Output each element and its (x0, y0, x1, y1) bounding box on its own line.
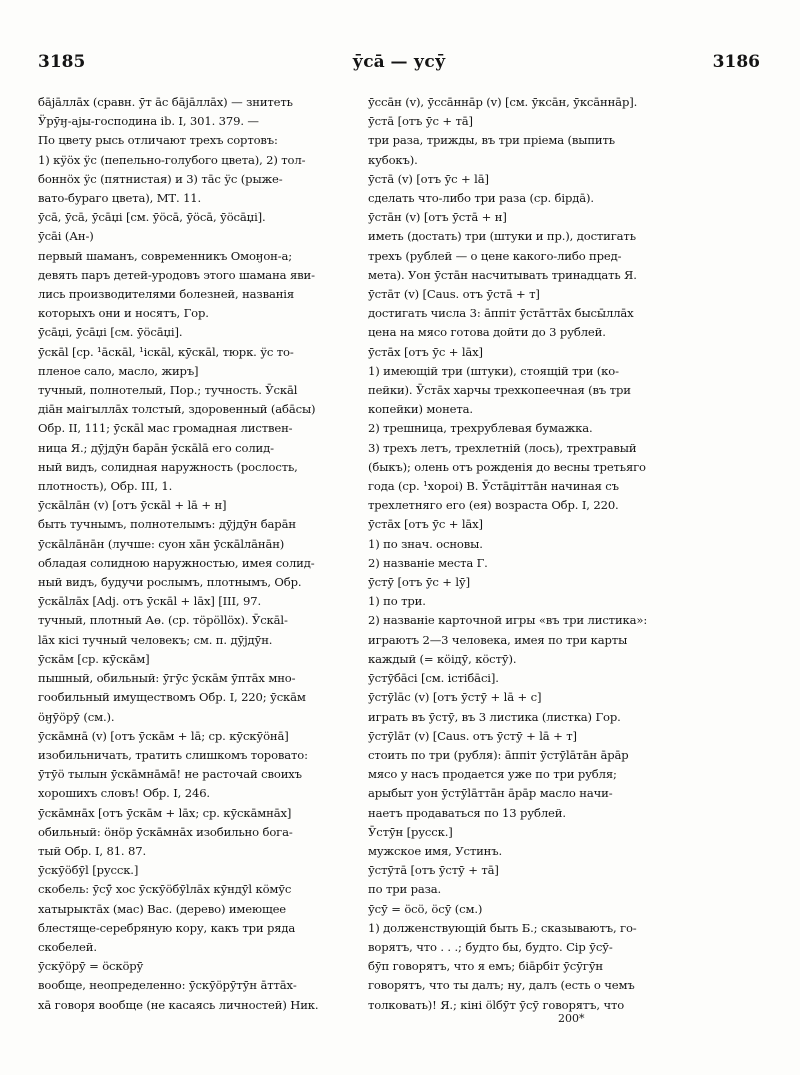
text-line: достигать числа 3: а̄ппіт ӯста̄тта̄х бысы̄лла̄х (368, 306, 634, 321)
text-line: ӯста̄х [отъ ӯс + lа̄х] (368, 344, 483, 359)
text-line: ница Я.; дӯјдӯн бара̄н ӯска̄lа̄ его солид- (38, 440, 274, 455)
text-line: ӯстӯта̄ [отъ ӯстӯ + та̄] (368, 863, 499, 878)
text-line: года (ср. ¹хороі) В. Ӯста̄џітта̄н начиная съ (368, 479, 619, 494)
signature-mark: 200* (558, 1012, 585, 1025)
text-line: сделать что-либо три раза (ср. бірда̄). (368, 191, 594, 206)
text-line: толковать)! Я.; кіні ölбӯт ӯсӯ говорятъ, что (368, 997, 625, 1012)
text-line: наетъ продаваться по 13 рублей. (368, 805, 566, 820)
text-line: ӯса̄, ӯса̄, ӯса̄џі [см. ӯöса̄, ӯöса̄, ӯöса̄џі]. (38, 210, 266, 225)
text-line: ӯстӯlа̄с (v) [отъ ӯстӯ + lа̄ + с] (368, 690, 542, 705)
left-column (38, 93, 368, 1015)
text-line: первый шаманъ, современникъ Омоӈон-а; (38, 248, 293, 263)
text-line: ный видъ, солидная наружность (рослость, (38, 459, 298, 474)
text-line: мета). Уон ӯста̄н насчитывать тринадцать Я. (368, 267, 637, 282)
text-line: которыхъ они и носятъ, Гор. (38, 306, 209, 321)
text-line: ӯстӯба̄сі [см. істіба̄сі]. (368, 671, 499, 686)
text-line: ӯса̄џі, ӯса̄џі [см. ӯöса̄џі]. (38, 325, 183, 340)
text-line: Обр. II, 111; ӯска̄l мас громадная листвен- (38, 421, 293, 436)
text-line: 1) имеющій три (штуки), стоящій три (ко- (368, 363, 619, 378)
text-line: 3) трехъ летъ, трехлетній (лось), трехтравый (368, 440, 637, 455)
text-line: мясо у насъ продается уже по три рубля; (368, 767, 617, 782)
right-column (368, 93, 700, 1015)
text-line: каждый (= кöідӯ, кöстӯ). (368, 651, 517, 666)
text-line: ӯсса̄н (v), ӯсса̄нна̄р (v) [см. ӯкса̄н, ӯкса̄нна̄р]. (368, 95, 638, 109)
text-line: ӯска̄lла̄х [Adj. отъ ӯска̄l + lа̄х] [III, 97. (38, 594, 261, 609)
text-line: хатырыкта̄х (мас) Вас. (дерево) имеющее (38, 901, 287, 916)
text-line: изобильничать, тратить слишкомъ торовато: (38, 747, 308, 762)
text-line: копейки) монета. (368, 402, 473, 417)
text-line: ӯстӯlа̄т (v) [Caus. отъ ӯстӯ + lа̄ + т] (368, 728, 577, 743)
text-line: (быкъ); олень отъ рожденія до весны третьяго (368, 459, 646, 474)
text-line: пышный, обильный: ӯгӯс ӯска̄м ӯпта̄х мно- (38, 671, 296, 686)
text-line: ӯстӯ [отъ ӯс + lӯ] (368, 575, 470, 590)
text-line: По цвету рысь отличают трехъ сортовъ: (38, 133, 278, 148)
text-line: трехлетняго его (ея) возраста Обр. I, 220. (368, 498, 619, 513)
text-line: ворятъ, что . . .; будто бы, будто. Сір ӯсӯ- (368, 939, 613, 954)
text-line: скобель: ӯсӯ̄ хос ӯскӯöбӯlла̄х кӯндӯl кöмӯс (38, 882, 292, 897)
text-line: три раза, трижды, въ три пріема (выпить (368, 133, 615, 148)
text-line: Ӯстӯн [русск.] (368, 824, 453, 839)
text-line: цена на мясо готова дойти до 3 рублей. (368, 325, 606, 340)
text-line: пленое сало, масло, жиръ] (38, 363, 199, 378)
text-line: ха̄ говоря вообще (не касаясь личностей) Ник. (38, 997, 319, 1012)
text-line: ӯска̄lла̄на̄н (лучше: суон ха̄н ӯска̄lла̄на̄н) (38, 536, 285, 551)
text-line: хорошихъ словъ! Обр. I, 246. (38, 786, 210, 801)
text-line: ӯска̄l [ср. ¹а̄ска̄l, ¹іска̄l, кӯска̄l, тюрк. ӱс то- (38, 344, 294, 359)
text-line: 1) по знач. основы. (368, 536, 483, 551)
text-line: бӯп говорятъ, что я емъ; біа̄рбіт ӯсӯгӯн (368, 959, 603, 974)
text-line: ӯска̄lла̄н (v) [отъ ӯска̄l + lа̄ + н] (38, 498, 227, 513)
text-line: ный видъ, будучи рослымъ, плотнымъ, Обр. (38, 575, 302, 590)
running-title: ӯса̄ — усӯ (352, 52, 446, 72)
text-line: діа̄н маігылла̄х толстый, здоровенный (аба̄сы) (38, 402, 316, 417)
text-line: ӯска̄м [ср. кӯска̄м] (38, 651, 150, 666)
page-number-left: 3185 (38, 52, 86, 72)
text-line: 2) трешница, трехрублевая бумажка. (368, 421, 593, 436)
page-number-right: 3186 (712, 52, 760, 72)
text-line: боннöх ӱс (пятнистая) и 3) та̄с ӱс (рыже- (38, 171, 283, 186)
text-line: пейки). Ӯста̄х харчы трехкопеечная (въ три (368, 383, 631, 398)
text-line: ӯска̄мна̄х [отъ ӯска̄м + lа̄х; ср. кӯска̄мна̄х] (38, 805, 292, 820)
text-line: lа̄х кісі тучный человекъ; см. п. дӯјдӯн. (38, 632, 273, 647)
text-line: ӯста̄т (v) [Caus. отъ ӯста̄ + т] (368, 287, 540, 302)
text-line: öӈӯöрӯ (см.). (38, 709, 115, 724)
text-line: арыбыт уон ӯстӯlа̄тта̄н а̄ра̄р масло начи- (368, 786, 613, 801)
page-header (38, 52, 760, 82)
text-line: плотность), Обр. III, 1. (38, 479, 173, 494)
text-line: играютъ 2—3 человека, имея по три карты (368, 632, 628, 647)
text-line: кубокъ). (368, 152, 418, 167)
text-line: тучный, полнотелый, Пор.; тучность. Ӯска̄l (38, 383, 298, 398)
text-line: иметь (достать) три (штуки и пр.), достигать (368, 229, 636, 244)
text-line: 1) долженствующій быть Б.; сказываютъ, го- (368, 920, 637, 935)
text-line: скобелей. (38, 939, 97, 954)
text-line: тучный, плотный Аө. (ср. тöрöllöх). Ӯска̄l- (38, 613, 288, 628)
text-line: лись производителями болезней, названія (38, 287, 295, 302)
text-line: ӯска̄мна̄ (v) [отъ ӯска̄м + lа̄; ср. кӯскӯöна̄] (38, 728, 289, 743)
text-line: 1) по три. (368, 594, 426, 609)
text-line: вообще, неопределенно: ӯскӯöрӯтӯн а̄тта̄х- (38, 978, 297, 993)
text-line: Ӱрӯӈ-аjы-господина ib. I, 301. 379. — (38, 114, 259, 129)
text-line: ӯста̄ [отъ ӯс + та̄] (368, 114, 473, 129)
text-line: ӯтӯö тылын ӯска̄мна̄ма̄! не расточай своихъ (38, 767, 302, 782)
text-line: ба̄ја̄лла̄х (сравн. ӯт а̄с ба̄ја̄лла̄х) — знитеть (38, 95, 293, 109)
text-line: вато-бураго цвета), МТ. 11. (38, 191, 202, 206)
text-line: ӯста̄н (v) [отъ ӯста̄ + н] (368, 210, 507, 225)
text-line: ӯскӯöбӯl [русск.] (38, 863, 139, 878)
text-line: быть тучнымъ, полнотелымъ: дӯјдӯн бара̄н (38, 517, 296, 532)
text-line: обладая солидною наружностью, имея солид- (38, 555, 315, 570)
text-line: ӯста̄ (v) [отъ ӯс + lа̄] (368, 171, 489, 186)
text-line: ӯсӯ = öсö, öсӯ (см.) (368, 901, 483, 916)
text-line: ӯса̄і (Ан-) (38, 229, 94, 244)
text-line: тый Обр. I, 81. 87. (38, 843, 146, 858)
text-line: обильный: öнöр ӯска̄мна̄х изобильно бога- (38, 824, 293, 839)
text-line: ӯскӯöрӯ = öскöрӯ (38, 959, 144, 974)
text-line: 1) кӱöх ӱс (пепельно-голубого цвета), 2) тол- (38, 152, 306, 167)
text-line: 2) названіе места Г. (368, 555, 488, 570)
text-line: 2) названіе карточной игры «въ три листика»: (368, 613, 648, 628)
text-line: блестяще-серебряную кору, какъ три ряда (38, 920, 296, 935)
text-line: играть въ ӯстӯ, въ 3 листика (листка) Гор. (368, 709, 621, 724)
text-line: трехъ (рублей — о цене какого-либо пред- (368, 248, 622, 263)
text-line: стоить по три (рубля): а̄ппіт ӯстӯlа̄та̄н а̄ра̄р (368, 747, 629, 762)
text-line: девять паръ детей-уродовъ этого шамана яви- (38, 267, 315, 282)
text-line: мужское имя, Устинъ. (368, 843, 503, 858)
text-line: говорятъ, что ты далъ; ну, далъ (есть о чемъ (368, 978, 635, 993)
text-line: ӯста̄х [отъ ӯс + lа̄х] (368, 517, 483, 532)
text-line: по три раза. (368, 882, 442, 897)
text-line: гообильный имуществомъ Обр. I, 220; ӯска̄м (38, 690, 306, 705)
